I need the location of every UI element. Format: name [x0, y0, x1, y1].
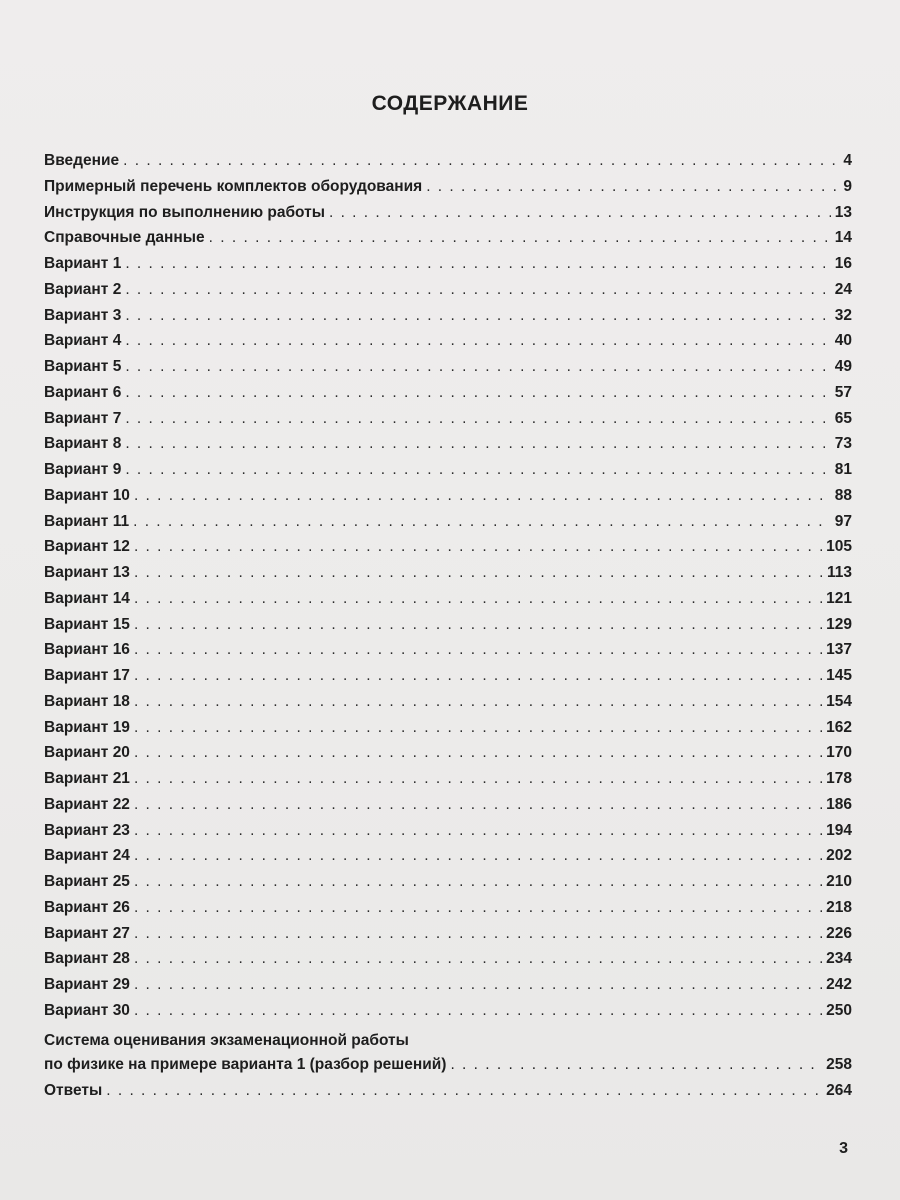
toc-entry-label: Справочные данные — [44, 229, 205, 247]
toc-entry-page: 97 — [834, 512, 852, 530]
toc-entry-label: Вариант 4 — [44, 332, 122, 350]
leader-dots — [133, 513, 831, 531]
toc-entry-page: 258 — [826, 1055, 852, 1073]
toc-entry-label: Вариант 1 — [44, 255, 122, 272]
toc-entry[interactable] — [44, 590, 852, 616]
toc-entry-page: 242 — [826, 976, 852, 993]
toc-entry[interactable] — [44, 976, 852, 1002]
toc-entry[interactable] — [44, 796, 852, 822]
toc-entry-label: Ответы — [44, 1081, 103, 1099]
toc-entry[interactable] — [44, 925, 852, 951]
toc-entry[interactable] — [44, 667, 852, 693]
leader-dots — [134, 744, 822, 762]
toc-entry-label: Вариант 24 — [44, 847, 130, 865]
toc-entry[interactable] — [44, 358, 852, 384]
toc-entry[interactable] — [44, 719, 852, 745]
toc-entry-label-continued: по физике на примере варианта 1 (разбор решений) — [44, 1055, 447, 1073]
toc-entry-page: 57 — [834, 383, 852, 401]
leader-dots — [134, 822, 822, 840]
leader-dots — [134, 538, 822, 556]
toc-entry-page: 218 — [826, 898, 852, 916]
leader-dots — [134, 873, 822, 891]
toc-entry-page: 40 — [834, 332, 852, 350]
toc-entry[interactable] — [44, 564, 852, 590]
leader-dots — [134, 925, 822, 943]
leader-dots — [426, 178, 839, 196]
toc-entry-page: 264 — [826, 1081, 852, 1099]
toc-entry-page: 194 — [826, 821, 852, 839]
toc-entry[interactable] — [44, 693, 852, 719]
toc-entry[interactable] — [44, 770, 852, 796]
toc-entry[interactable] — [44, 229, 852, 255]
toc-entry-page: 49 — [834, 358, 852, 375]
toc-entry-page: 13 — [834, 203, 852, 221]
toc-entry-page: 24 — [834, 280, 852, 298]
leader-dots — [125, 410, 830, 428]
toc-entry[interactable] — [44, 384, 852, 410]
toc-entry[interactable] — [44, 822, 852, 848]
toc-entry-page: 162 — [826, 718, 852, 736]
toc-entry-page: 226 — [826, 924, 852, 942]
toc-entry-label: Вариант 9 — [44, 461, 122, 478]
leader-dots — [209, 229, 831, 247]
toc-entry-label: Система оценивания экзаменационной работы — [44, 1031, 409, 1049]
leader-dots — [329, 204, 831, 222]
leader-dots — [134, 950, 822, 968]
toc-entry-grading-system[interactable] — [44, 1032, 852, 1082]
leader-dots — [134, 770, 822, 788]
toc-entry-page: 170 — [826, 744, 852, 762]
leader-dots — [134, 976, 822, 994]
toc-entry-label: Вариант 17 — [44, 667, 130, 684]
toc-entry-page: 178 — [826, 770, 852, 787]
toc-entry[interactable] — [44, 847, 852, 873]
leader-dots — [125, 281, 830, 299]
toc-entry-label: Вариант 27 — [44, 924, 130, 942]
toc-entry-page: 105 — [826, 538, 852, 556]
leader-dots — [125, 384, 830, 402]
leader-dots — [106, 1082, 822, 1100]
leader-dots — [134, 1002, 822, 1020]
leader-dots — [125, 332, 830, 350]
leader-dots — [125, 435, 830, 453]
toc-entry-page: 234 — [826, 950, 852, 968]
toc-entry[interactable] — [44, 616, 852, 642]
toc-entry-label: Вариант 15 — [44, 615, 130, 633]
toc-entry-page: 16 — [834, 255, 852, 272]
toc-entry-page: 32 — [834, 306, 852, 324]
toc-entry-label: Вариант 19 — [44, 718, 130, 736]
leader-dots — [134, 616, 822, 634]
toc-entry[interactable] — [44, 255, 852, 281]
toc-entry-page: 250 — [826, 1001, 852, 1019]
toc-entry[interactable] — [44, 487, 852, 513]
toc-entry[interactable] — [44, 410, 852, 436]
leader-dots — [134, 641, 822, 659]
leader-dots — [125, 461, 830, 479]
leader-dots — [125, 307, 830, 325]
toc-entry-label: Вариант 10 — [44, 486, 130, 504]
toc-entry-page: 88 — [834, 486, 852, 504]
toc-entry-label: Введение — [44, 152, 120, 169]
toc-entry[interactable] — [44, 307, 852, 333]
toc-entry[interactable] — [44, 281, 852, 307]
toc-entry-label: Вариант 2 — [44, 280, 122, 298]
leader-dots — [134, 796, 822, 814]
toc-entry[interactable] — [44, 204, 852, 230]
toc-entry-label: Вариант 8 — [44, 435, 122, 453]
toc-entry-label: Вариант 12 — [44, 538, 130, 556]
toc-entry-page: 210 — [826, 873, 852, 890]
leader-dots — [134, 693, 822, 711]
toc-entry[interactable] — [44, 641, 852, 667]
toc-entry-label: Вариант 13 — [44, 564, 130, 581]
toc-entry-page: 121 — [826, 589, 852, 607]
toc-entry-page: 14 — [834, 229, 852, 247]
toc-entry[interactable] — [44, 899, 852, 925]
toc-entry[interactable] — [44, 178, 852, 204]
toc-entry-label: Вариант 20 — [44, 744, 130, 762]
toc-entry-label: Инструкция по выполнению работы — [44, 203, 325, 221]
toc-entry-label: Вариант 18 — [44, 692, 130, 710]
leader-dots — [125, 358, 830, 376]
leader-dots — [123, 152, 839, 170]
toc-entry[interactable] — [44, 873, 852, 899]
toc-entry-label: Вариант 25 — [44, 873, 130, 890]
toc-entry-label: Вариант 29 — [44, 976, 130, 993]
toc-entry[interactable] — [44, 950, 852, 976]
toc-entry[interactable] — [44, 1002, 852, 1028]
toc-entry-page: 202 — [826, 847, 852, 865]
page-title: СОДЕРЖАНИЕ — [371, 92, 529, 115]
leader-dots — [134, 667, 822, 685]
toc-entry-page: 113 — [826, 564, 852, 581]
toc-entry[interactable] — [44, 538, 852, 564]
toc-entry-page: 129 — [826, 615, 852, 633]
toc-entries — [44, 152, 852, 1028]
toc-entry-label: Вариант 28 — [44, 950, 130, 968]
toc-entry-label: Вариант 5 — [44, 358, 122, 375]
toc-entry[interactable] — [44, 461, 852, 487]
leader-dots — [134, 719, 822, 737]
leader-dots — [134, 847, 822, 865]
toc-entry-answers[interactable] — [44, 1082, 852, 1108]
toc-entry-page: 9 — [843, 177, 852, 195]
toc-entry-label: Вариант 7 — [44, 409, 122, 427]
toc-entry[interactable] — [44, 152, 852, 178]
toc-entry-label: Вариант 21 — [44, 770, 130, 787]
toc-entry-label: Вариант 23 — [44, 821, 130, 839]
leader-dots — [134, 899, 822, 917]
toc-entry-page: 81 — [834, 461, 852, 478]
toc-entry-page: 73 — [834, 435, 852, 453]
toc-entry-label: Вариант 22 — [44, 795, 130, 813]
toc-entry-label: Вариант 30 — [44, 1001, 130, 1019]
leader-dots — [125, 255, 830, 273]
toc-entry-label: Вариант 3 — [44, 306, 122, 324]
toc-entry[interactable] — [44, 513, 852, 539]
toc-entry-page: 186 — [826, 795, 852, 813]
toc-entry-page: 145 — [826, 667, 852, 684]
toc-entry-label: Вариант 6 — [44, 383, 122, 401]
toc-entry[interactable] — [44, 744, 852, 770]
toc-entry[interactable] — [44, 332, 852, 358]
toc-entry-label: Вариант 14 — [44, 589, 130, 607]
leader-dots — [134, 487, 831, 505]
leader-dots — [134, 590, 822, 608]
toc-entry-page: 4 — [843, 152, 852, 169]
toc-entry-label: Вариант 16 — [44, 641, 130, 659]
toc-entry-label: Примерный перечень комплектов оборудования — [44, 177, 423, 195]
leader-dots — [134, 564, 823, 582]
table-of-contents — [44, 152, 852, 1107]
toc-entry-label: Вариант 26 — [44, 898, 130, 916]
toc-entry-page: 137 — [826, 641, 852, 659]
toc-entry[interactable] — [44, 435, 852, 461]
toc-entry-page: 154 — [826, 692, 852, 710]
page-number: 3 — [839, 1140, 848, 1157]
leader-dots — [450, 1056, 822, 1074]
toc-entry-label: Вариант 11 — [44, 512, 130, 530]
toc-entry-page: 65 — [834, 409, 852, 427]
